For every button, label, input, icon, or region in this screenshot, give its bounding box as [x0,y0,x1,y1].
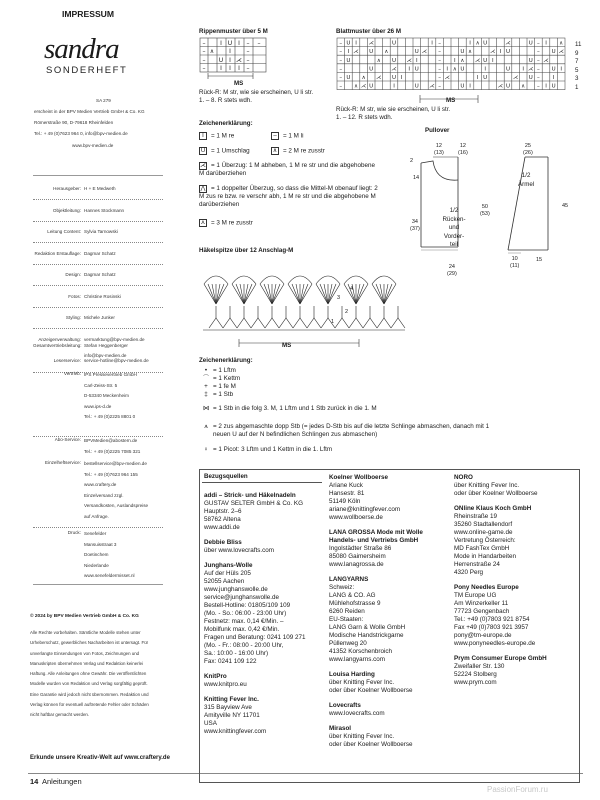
role-row: Fotos: Christine Rosinski [68,293,121,299]
svg-text:I: I [229,65,231,72]
legend-purl: – = 1 M li [271,132,303,141]
publisher-block [34,108,174,149]
sources-col-1: addi – Strick- und Häkelnadeln GUSTAV SELTER GmbH & Co. KG Hauptstr. 2–6 58762 Altena www.addi.de Debbie Bliss über www.lovecrafts.com Junghans-Wolle Auf der Hüls 205 52055 Aachen www.junghanswolle.de service@junghanswolle.de Bestell-Hotline: 01805/109 109 (Mo. - So.: 06:00 - 23:00 Uhr) Festnetz: max. 0,14 €/Min. – Mobilfunk max. 0,42 €/Min. Fragen und Beratung: 0241 109 271 (Mo. - Fr.: 08:00 - 20:00 Uhr, Sa.: 10:00 - 16:00 Uhr) Fax: 0241 109 122 KnitPro www.knitpro.eu Knitting Fever Inc. 315 Bayview Ave Amityville NY 11701 USA www.knittingfever.com [204,492,306,735]
role-row: Styling: Michele Junker [65,315,115,321]
svg-text:I: I [560,66,563,73]
svg-text:–: – [246,40,250,47]
legend-k3tog: ⋏ = 3 M re zusstr [200,219,253,227]
svg-text:∧: ∧ [361,75,366,81]
svg-text:–: – [246,57,250,64]
svg-text:⋌: ⋌ [376,75,382,81]
svg-text:–: – [438,49,441,56]
legend-dc: ‡ = 1 Stb [204,391,234,398]
svg-text:–: – [257,40,261,47]
zeichen1-title: Zeichenerklärung: [199,120,253,127]
svg-text:I: I [229,48,231,55]
svg-text:U: U [391,40,397,47]
svg-text:U: U [227,40,233,47]
svg-text:U: U [551,66,556,73]
blatt-ms: MS [446,97,456,104]
svg-text:⋌: ⋌ [368,40,374,47]
svg-text:⋌: ⋌ [558,49,564,56]
einzel-block: bestellservice@bpv-medien.de Tel.: + 49 (0)7623 964 155 www.craftery.de Einzelversand zzgl. Versandkosten, Auslandspreise auf Anfrage. [84,461,149,519]
druck-block: Senefelder Mansuisstraat 3 Doetinchem Niederlande www.senefeldermisset.nl [84,531,135,578]
svg-text:∧: ∧ [384,49,389,56]
svg-text:U: U [460,83,465,90]
svg-text:⋌: ⋌ [236,57,242,64]
abo-label: Abo-Service: [54,437,81,442]
legend-sc: + = 1 fe M [204,383,236,390]
svg-text:–: – [438,66,441,73]
blatt-note: Rück-R: M str, wie sie erscheinen, U li str. 1. – 12. R stets wdh. [336,106,451,121]
svg-text:⋌: ⋌ [391,66,397,73]
legend-yarnover: U = 1 Umschlag [200,147,250,155]
svg-text:–: – [246,48,250,55]
role-row: Anzeigenverwaltung: vermarktung@bpv-medien.de [38,336,145,342]
svg-text:–: – [202,57,206,64]
rippen-note: Rück-R: M str, wie sie erscheinen, U li str. 1. – 8. R stets wdh. [199,89,314,104]
svg-text:∧: ∧ [209,48,215,55]
svg-text:I: I [393,83,395,90]
svg-text:U: U [369,83,374,90]
svg-text:I: I [476,75,479,81]
abo-block: BPVMedien@abostern.de Tel.: + 49 (0)2225 7085 321 [84,438,141,454]
sandra-logo: sandra [44,33,119,65]
svg-text:∧: ∧ [559,40,564,47]
svg-text:I: I [220,40,222,47]
haekel-chart [199,256,409,351]
svg-text:U: U [391,75,397,81]
sources-col-2: Koelner Wollboerse Ariane Kuck Hansestr. 81 51149 Köln ariane@knittingfever.com www.wollboerse.de LANA GROSSA Mode mit Wolle Handels- und Vertriebs GmbH Ingolstädter Straße 86 85080 Gaimersheim www.lanagrossa.de LANGYARNS Schweiz: LANG & CO. AG Mühlehofstrasse 9 6260 Reiden EU-Staaten: LANG Garn & Wolle GmbH Modische Handstrickgarne Püllenweg 20 41352 Korschenbroich www.langyarns.com Louisa Harding über Knitting Fever Inc. oder über Koelner Wollboerse Lovecrafts www.lovecrafts.com Mirasol über Knitting Fever Inc. oder über Koelner Wollboerse [329,474,423,748]
rights-text: Alle Rechte vorbehalten. Sämtliche Modelle stehen unter Urheberschutz, gewerbliches Nacharbeiten ist untersagt. Für unverlangte Einsendungen von Fotos, Zeichnungen und Manuskripten übernehmen Verlag und Redaktion keinerlei Haftung. Alle Anleitungen ohne Gewähr. Die veröffentlichten Modelle wurden von Redaktion und Verlag sorgfältig geprüft. Eine Garantie wird jedoch nicht übernommen. Redaktion und Verlag können für eventuell auftretende Fehler oder Schäden nicht haftbar gemacht werden. [30,630,149,718]
svg-text:⋌: ⋌ [512,75,519,81]
svg-text:I: I [552,75,555,81]
svg-text:∧: ∧ [452,66,457,73]
svg-text:–: – [537,66,540,73]
svg-text:–: – [537,75,540,81]
legend-double-decrease: ⋀ = 1 doppelter Überzug, so dass die Mittel-M obenauf liegt: 2 M zus re bzw. re verschr abh, 1 M re str und die abgehobene M darüberziehen [199,185,378,208]
svg-text:⋌: ⋌ [360,83,367,90]
svg-text:⋌: ⋌ [528,66,534,73]
svg-text:∧: ∧ [521,83,526,90]
svg-text:I: I [229,57,231,64]
gesamt-label: Gesamtvertriebsleitung: [33,343,82,348]
svg-text:⋌: ⋌ [429,83,435,90]
zeichen2-title: Zeichenerklärung: [199,357,253,364]
druck-label: Druck: [67,530,81,535]
svg-text:I: I [469,83,471,90]
bezugsquellen-title: Bezugsquellen [204,473,248,480]
svg-text:I: I [408,66,411,73]
svg-text:I: I [400,75,403,81]
einzel-label: Einzelheftservice: [44,460,81,465]
svg-text:⋌: ⋌ [406,57,412,64]
vertrieb-block: IPS Pressevertrieb GmbH Carl-Zeiss-Str. 5 D-53340 Meckenheim www.ips-d.de Tel.: + 49 (0)2225 8801 0 [84,372,137,419]
craftery-line: Erkunde unsere Kreativ-Welt auf www.craftery.de [30,755,170,761]
svg-text:U: U [483,57,488,64]
svg-text:–: – [246,65,250,72]
svg-text:–: – [202,65,206,72]
publisher-line: erscheint in der BPV Medien Vertrieb GmbH & Co. KG [34,109,145,114]
svg-text:U: U [346,40,351,47]
svg-text:U: U [551,83,556,90]
haekel-ms: MS [282,342,292,349]
svg-text:U: U [460,66,465,73]
bezugsquellen-box [199,469,580,783]
legend-chain: • = 1 Lftm [204,367,236,374]
haekel-title: Häkelspitze über 12 Anschlag-M [199,247,294,254]
svg-text:I: I [484,66,487,73]
issue-number: SA 279 [96,98,111,103]
svg-text:U: U [414,83,419,90]
svg-text:–: – [202,40,206,47]
svg-text:U: U [483,40,488,47]
legend-k2tog: ∧ = 2 M re zusstr [272,147,325,155]
svg-text:∧: ∧ [353,83,359,90]
svg-text:–: – [339,83,343,90]
svg-text:I: I [469,40,471,47]
publisher-line: www.bpv-medien.de [72,143,114,148]
svg-text:I: I [220,65,222,72]
svg-text:U: U [218,57,224,64]
svg-text:U: U [528,75,533,81]
legend-crossed-dc: ⋈ = 1 Stb in die folg 3. M, 1 Lftm und 1 Stb zurück in die 1. M [202,405,377,412]
svg-text:U: U [505,66,511,73]
legend-tr2tog: ⩚ = 2 zus abgemaschte dopp Stb (= jedes D-Stb bis auf die letzte Schlinge abmaschen, danach mit 1 neuen U auf der N befindlichen Schlingen zus abmaschen) [204,423,490,438]
svg-text:–: – [438,40,441,47]
svg-text:I: I [347,49,350,56]
svg-text:U: U [460,49,465,56]
svg-text:–: – [339,40,343,47]
legend-picot: ♀ = 1 Picot: 3 Lftm und 1 Kettm in die 1. Lftm [203,446,333,453]
svg-text:U: U [369,49,374,56]
svg-text:⋌: ⋌ [444,75,450,81]
svg-text:I: I [491,57,494,64]
svg-text:–: – [438,57,441,64]
sonderheft-label: SONDERHEFT [46,65,128,76]
svg-text:U: U [391,57,397,64]
svg-text:I: I [522,66,525,73]
svg-text:U: U [505,83,511,90]
front-back-label: 1/2 Rücken- und Vorder- teil [442,207,466,248]
svg-text:–: – [339,57,343,64]
svg-text:U: U [483,75,488,81]
svg-text:⋌: ⋌ [474,57,481,64]
svg-text:⋌: ⋌ [353,49,359,56]
svg-text:I: I [415,57,418,64]
svg-text:–: – [537,49,540,56]
rippen-ms: MS [234,80,244,87]
svg-text:–: – [202,48,206,55]
role-row: Leitung Content: Sylvia Tarnowski [47,229,118,235]
svg-text:∧: ∧ [376,57,381,64]
svg-text:⋌: ⋌ [497,83,504,90]
svg-text:∧: ∧ [475,40,480,47]
svg-text:U: U [346,57,351,64]
legend-slip: ⌒ = 1 Kettm [202,375,241,382]
publisher-line: Tel.: + 49 (0)7623 964 0, info@bpv-medien.de [34,131,128,136]
role-row: Leserservice: service-hotline@bpv-medien.de [53,358,149,364]
role-row: Objektleitung: Hannes Stockmann [52,207,125,213]
svg-text:∧: ∧ [460,57,465,64]
svg-text:U: U [528,57,533,64]
publisher-line: Römerstraße 90, D-79618 Rheinfelden [34,120,114,125]
svg-text:I: I [499,49,502,56]
svg-text:–: – [339,66,343,73]
svg-text:I: I [446,66,449,73]
sources-col-3: NORO über Knitting Fever Inc. oder über Koelner Wollboerse ONline Klaus Koch GmbH Rheinstraße 19 35260 Stadtallendorf www.online-game.de Vertretung Österreich: MD FashTex GmbH Mode in Handarbeiten Herrenstraße 24 4320 Perg Pony Needles Europe TM Europe UG Am Winzerkeller 11 77723 Gengenbach Tel.: +49 (0)7803 921 8754 Fax +49 (0)7803 921 3957 pony@tm-europe.de www.ponyneedles-europe.de Prym Consumer Europe GmbH Zweifaller Str. 130 52224 Stolberg www.prym.com [454,474,547,686]
svg-text:⋌: ⋌ [505,40,511,47]
svg-text:I: I [431,40,433,47]
svg-text:–: – [438,83,441,90]
svg-text:I: I [355,40,357,47]
svg-text:⋌: ⋌ [543,57,549,64]
svg-text:U: U [505,49,511,56]
pullover-schema [400,140,585,275]
svg-text:–: – [537,40,540,47]
role-row: Design: Dagmar Schatz [65,272,116,278]
pullover-title: Pullover [425,127,450,134]
svg-text:–: – [339,75,343,81]
svg-text:–: – [339,49,343,56]
watermark: PassionForum.ru [487,785,548,794]
legend-ssk: ⋌ = 1 Überzug: 1 M abheben, 1 M re str und die abgehobene M darüberziehen [199,162,376,177]
svg-text:⋌: ⋌ [490,49,496,56]
svg-text:I: I [238,65,240,72]
impressum-heading: IMPRESSUM [62,9,115,19]
rippen-title: Rippenmuster über 5 M [199,28,268,35]
page-section: Anleitungen [42,777,82,786]
role-row: Herausgeber: H + E Medweth [53,186,116,192]
svg-text:⋌: ⋌ [421,49,428,56]
svg-text:∧: ∧ [467,49,473,56]
role-row: Redaktion Erstauflage: Dagmar Schatz [34,250,116,256]
svg-text:–: – [537,57,540,64]
svg-text:I: I [238,40,240,47]
svg-text:U: U [414,66,419,73]
copyright-line: © 2024 by BPV Medien Vertrieb GmbH & Co. KG [30,614,139,619]
legend-knit: I = 1 M re [199,132,234,141]
blatt-row-numbers: 11 9 7 5 3 1 [575,41,582,91]
svg-text:U: U [551,49,556,56]
svg-text:I: I [545,83,547,90]
svg-text:I: I [453,57,456,64]
svg-text:I: I [545,40,547,47]
svg-text:–: – [537,83,540,90]
vertrieb-label: Vertrieb: [63,371,81,376]
svg-text:–: – [438,75,441,81]
svg-text:U: U [414,49,419,56]
page-number: 14 [30,777,39,786]
svg-text:U: U [528,40,533,47]
blatt-title: Blattmuster über 26 M [336,28,401,35]
gesamt-block: Stefan Heggenberger info@bpv-medien.de [84,343,128,358]
sleeve-label: 1/2 Ärmel [518,172,535,188]
svg-text:U: U [346,75,351,81]
svg-text:U: U [369,66,374,73]
